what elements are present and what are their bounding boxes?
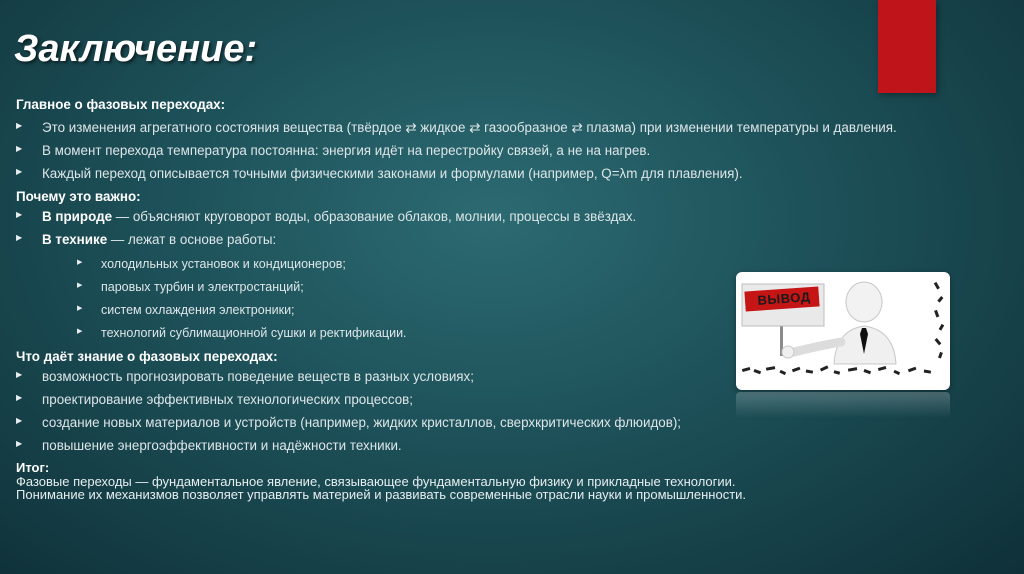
section-heading-main: Главное о фазовых переходах: [16, 97, 226, 112]
section-heading-importance: Почему это важно: [16, 189, 141, 205]
summary-block [16, 461, 1006, 502]
list-item-technology [16, 232, 742, 340]
sign-label: ВЫВОД [757, 289, 811, 308]
list-item: ▶ возможность прогнозировать поведение веществ в разных условиях; [16, 369, 1006, 385]
nature-text: — объясняют круговорот воды, образование облаков, молнии, процессы в звёздах. [112, 209, 637, 225]
list-item: ▶ проектирование эффективных технологических процессов; [16, 392, 1006, 408]
technology-label: В технике [42, 232, 108, 248]
section-heading-benefits: Что даёт знание о фазовых переходах: [16, 348, 278, 364]
list-item-nature [16, 209, 742, 225]
list-item: ▶ В момент перехода температура постоянна: энергия идёт на перестройку связей, а не на нагрев. [16, 143, 1006, 159]
conclusion-illustration [736, 272, 950, 390]
technology-text: — лежат в основе работы: [107, 232, 277, 248]
figure-holding-sign-icon [736, 272, 950, 390]
slide-title: Заключение: [14, 28, 258, 70]
summary-heading: Итог: [16, 459, 50, 475]
list-item: ▶ Каждый переход описывается точными физическими законами и формулами (например, Q=λm для плавления). [16, 166, 1006, 182]
red-accent-bar [878, 0, 936, 93]
list-item: ▶ создание новых материалов и устройств (например, жидких кристаллов, сверхкритических флюидов); [16, 415, 1006, 431]
sub-list-item: ▶ паровых турбин и электростанций; [42, 280, 742, 295]
illustration-reflection [736, 392, 950, 418]
nature-label: В природе [42, 209, 113, 225]
list-item: ▶ повышение энергоэффективности и надёжности техники. [16, 438, 1006, 454]
summary-line-1: Фазовые переходы — фундаментальное явление, связывающее фундаментальную физику и прикладные технологии. [16, 473, 736, 489]
technology-sublist [42, 257, 742, 341]
sub-list-item: ▶ систем охлаждения электроники; [42, 303, 742, 318]
list-item: ▶ Это изменения агрегатного состояния вещества (твёрдое ⇄ жидкое ⇄ газообразное ⇄ плазма) при изменении температуры и давления. [16, 120, 1006, 136]
sub-list-item: ▶ технологий сублимационной сушки и ректификации. [42, 326, 742, 341]
summary-line-2: Понимание их механизмов позволяет управлять материей и развивать современные отрасли науки и промышленности. [16, 487, 747, 503]
main-points-list [16, 120, 1006, 182]
sub-list-item: ▶ холодильных установок и кондиционеров; [42, 257, 742, 272]
